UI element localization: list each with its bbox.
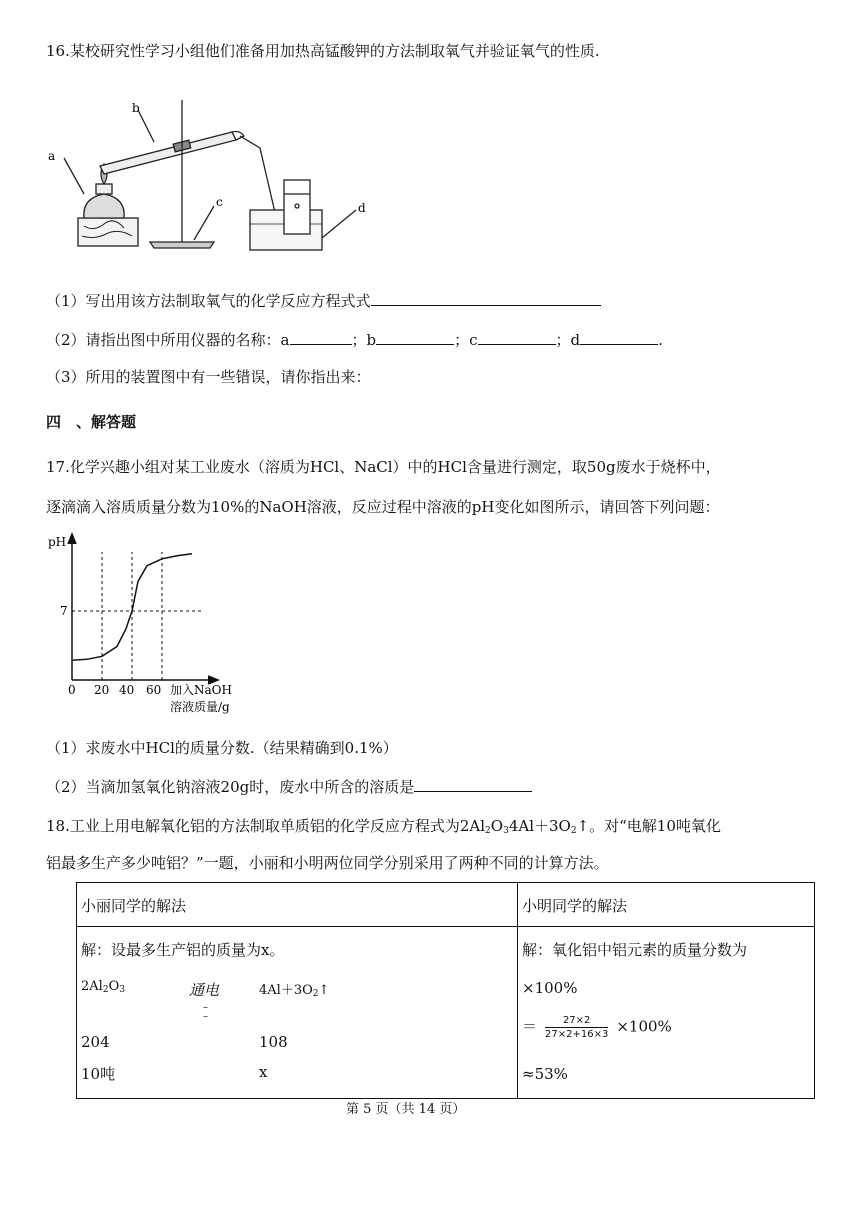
right-approx: ≈53% — [522, 1065, 568, 1083]
label-a: a — [48, 149, 56, 163]
given-right: x — [259, 1063, 268, 1081]
q16-part3: （3）所用的装置图中有一些错误，请你指出来： — [46, 368, 371, 386]
equation-left — [81, 979, 125, 995]
equals-sign: – – — [203, 1002, 208, 1022]
q17-part1: （1）求废水中HCl的质量分数.（结果精确到0.1%） — [46, 739, 398, 757]
given-left: 10吨 — [81, 1065, 116, 1083]
left-intro: 解：设最多生产铝的质量为x。 — [81, 941, 285, 959]
right-fraction-line — [522, 1015, 672, 1040]
q17-line1: 17.化学兴趣小组对某工业废水（溶质为HCl、NaCl）中的HCl含量进行测定，取50g废水于烧杯中， — [46, 458, 721, 476]
q17-part2 — [46, 776, 532, 797]
left-header-cell — [77, 883, 518, 927]
q18-text: 18.工业上用电解氧化铝的方法制取单质铝的化学反应方程式为2Al — [46, 817, 486, 835]
q18-line1 — [46, 815, 721, 836]
answer-blank-d[interactable] — [580, 330, 658, 345]
q18-text: ↑。对“电解10吨氧化 — [576, 817, 721, 835]
subscript: 3 — [503, 826, 509, 836]
q17-part2-text: （2）当滴加氢氧化钠溶液20g时，废水中所含的溶质是 — [46, 778, 415, 796]
eq-prefix: ＝ — [522, 1017, 538, 1036]
apparatus-diagram — [44, 98, 384, 278]
subscript: 2 — [102, 985, 109, 995]
q17-line2: 逐滴滴入溶质质量分数为10%的NaOH溶液，反应过程中溶液的pH变化如图所示，请回答下列问题： — [46, 498, 720, 516]
label-d: d — [358, 201, 366, 215]
x-tick-label: 20 — [94, 683, 110, 697]
q16-part2-prefix: （2）请指出图中所用仪器的名称：a — [46, 331, 290, 349]
answer-blank[interactable] — [371, 291, 601, 306]
q16-part1-text: （1）写出用该方法制取氧气的化学反应方程式式 — [46, 292, 371, 310]
right-intro: 解：氧化铝中铝元素的质量分数为 — [522, 941, 748, 959]
page-footer: 第 5 页（共 14 页） — [346, 1102, 466, 1117]
label-c: c — [216, 195, 223, 209]
q16-part2-c: ；c — [454, 331, 478, 349]
right-solution-cell — [518, 927, 815, 1099]
section-heading: 四 、解答题 — [46, 413, 137, 431]
mass-right: 108 — [259, 1033, 288, 1051]
q16-stem: 16.某校研究性学习小组他们准备用加热高锰酸钾的方法制取氧气并验证氧气的性质. — [46, 42, 600, 60]
answer-blank-b[interactable] — [376, 330, 454, 345]
q16-part2-b: ；b — [351, 331, 377, 349]
reference-lines — [72, 552, 202, 680]
q16-part2 — [46, 329, 663, 350]
chart-axes — [68, 534, 218, 684]
q18-line2: 铝最多生产多少吨铝？”一题，小丽和小明两位同学分别采用了两种不同的计算方法。 — [46, 854, 609, 872]
eq-text: O — [108, 979, 120, 994]
q16-part1 — [46, 290, 601, 311]
eq-text: 4Al＋3O — [259, 983, 313, 998]
y-axis-label: pH — [48, 535, 67, 549]
reaction-condition: 通电 — [189, 981, 220, 999]
mass-left: 204 — [81, 1033, 110, 1051]
y-tick-label: 7 — [60, 604, 68, 618]
fraction-denominator: 27×2+16×3 — [545, 1029, 609, 1040]
x-axis-label-line2: 溶液质量/g — [170, 700, 230, 714]
q18-text: 4Al＋3O — [508, 817, 571, 835]
right-line2: ×100% — [522, 979, 578, 997]
x-axis-label-line1: 加入NaOH — [170, 683, 232, 697]
fraction-numerator: 27×2 — [545, 1015, 608, 1028]
q16-part2-d: ；d — [555, 331, 581, 349]
label-b: b — [132, 101, 140, 115]
left-solution-cell — [77, 927, 518, 1099]
equation-right — [259, 979, 329, 999]
q16-part2-end: . — [658, 331, 663, 349]
right-header: 小明同学的解法 — [522, 897, 628, 915]
eq-text: ↑ — [318, 983, 330, 998]
q18-text: O — [490, 817, 504, 835]
x-tick-label: 0 — [68, 683, 76, 697]
subscript: 3 — [119, 985, 125, 995]
subscript: 2 — [312, 989, 319, 999]
ph-chart — [44, 530, 244, 720]
x-tick-label: 40 — [119, 683, 135, 697]
left-header: 小丽同学的解法 — [81, 897, 187, 915]
subscript: 2 — [485, 826, 491, 836]
answer-blank-c[interactable] — [478, 330, 556, 345]
answer-blank[interactable] — [414, 777, 532, 792]
x-tick-label: 60 — [146, 683, 162, 697]
right-header-cell — [518, 883, 815, 927]
answer-blank-a[interactable] — [290, 330, 352, 345]
eq-text: 2Al — [81, 979, 103, 994]
fraction — [545, 1015, 608, 1040]
eq-suffix: ×100% — [616, 1017, 672, 1036]
subscript: 2 — [570, 826, 577, 836]
solution-table — [76, 882, 815, 1099]
